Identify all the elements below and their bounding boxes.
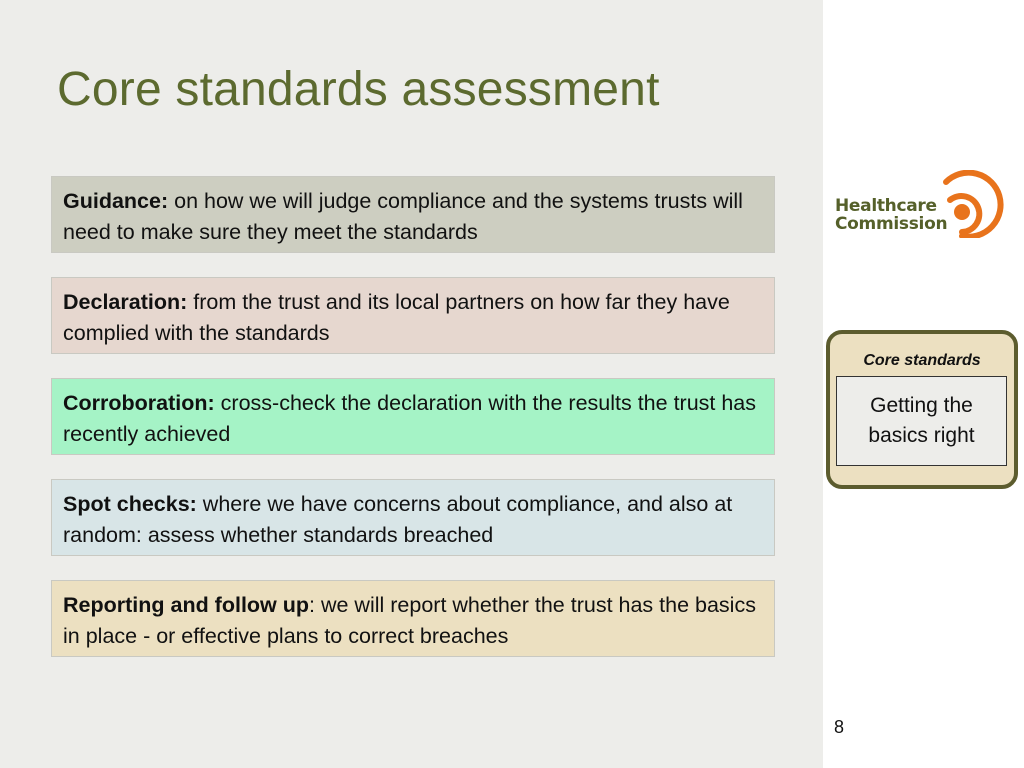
slide-title: Core standards assessment <box>57 63 660 116</box>
declaration-box <box>51 277 775 354</box>
guidance-text: on how we will judge compliance and the systems trusts will need to make sure they meet the standards <box>63 189 743 244</box>
logo-wordmark <box>835 197 947 233</box>
logo-line-1: Healthcare <box>835 196 937 216</box>
logo-arcs-icon <box>940 170 1004 238</box>
core-standards-line-1: Getting the <box>870 394 973 417</box>
logo-line-2: Commission <box>835 214 948 234</box>
guidance-heading: Guidance: <box>63 189 169 213</box>
reporting-box <box>51 580 775 657</box>
spot-checks-box <box>51 479 775 556</box>
corroboration-box <box>51 378 775 455</box>
healthcare-commission-logo <box>832 170 1004 242</box>
corroboration-heading: Corroboration: <box>63 391 215 415</box>
reporting-text: : we will report whether the trust has the basics in place - or effective plans to correct breaches <box>63 593 756 648</box>
reporting-heading: Reporting and follow up <box>63 593 310 617</box>
page-number: 8 <box>834 717 845 737</box>
logo-dot <box>954 204 970 220</box>
guidance-box <box>51 176 775 253</box>
core-standards-heading: Core standards <box>863 352 981 369</box>
spot-checks-heading: Spot checks: <box>63 492 197 516</box>
declaration-heading: Declaration: <box>63 290 188 314</box>
spot-checks-text: where we have concerns about compliance, and also at random: assess whether standards breached <box>63 492 733 547</box>
core-standards-body <box>836 376 1007 466</box>
declaration-text: from the trust and its local partners on how far they have complied with the standards <box>63 290 730 345</box>
core-standards-card <box>826 330 1018 489</box>
corroboration-text: cross-check the declaration with the results the trust has recently achieved <box>63 391 757 446</box>
core-standards-line-2: basics right <box>868 424 975 447</box>
